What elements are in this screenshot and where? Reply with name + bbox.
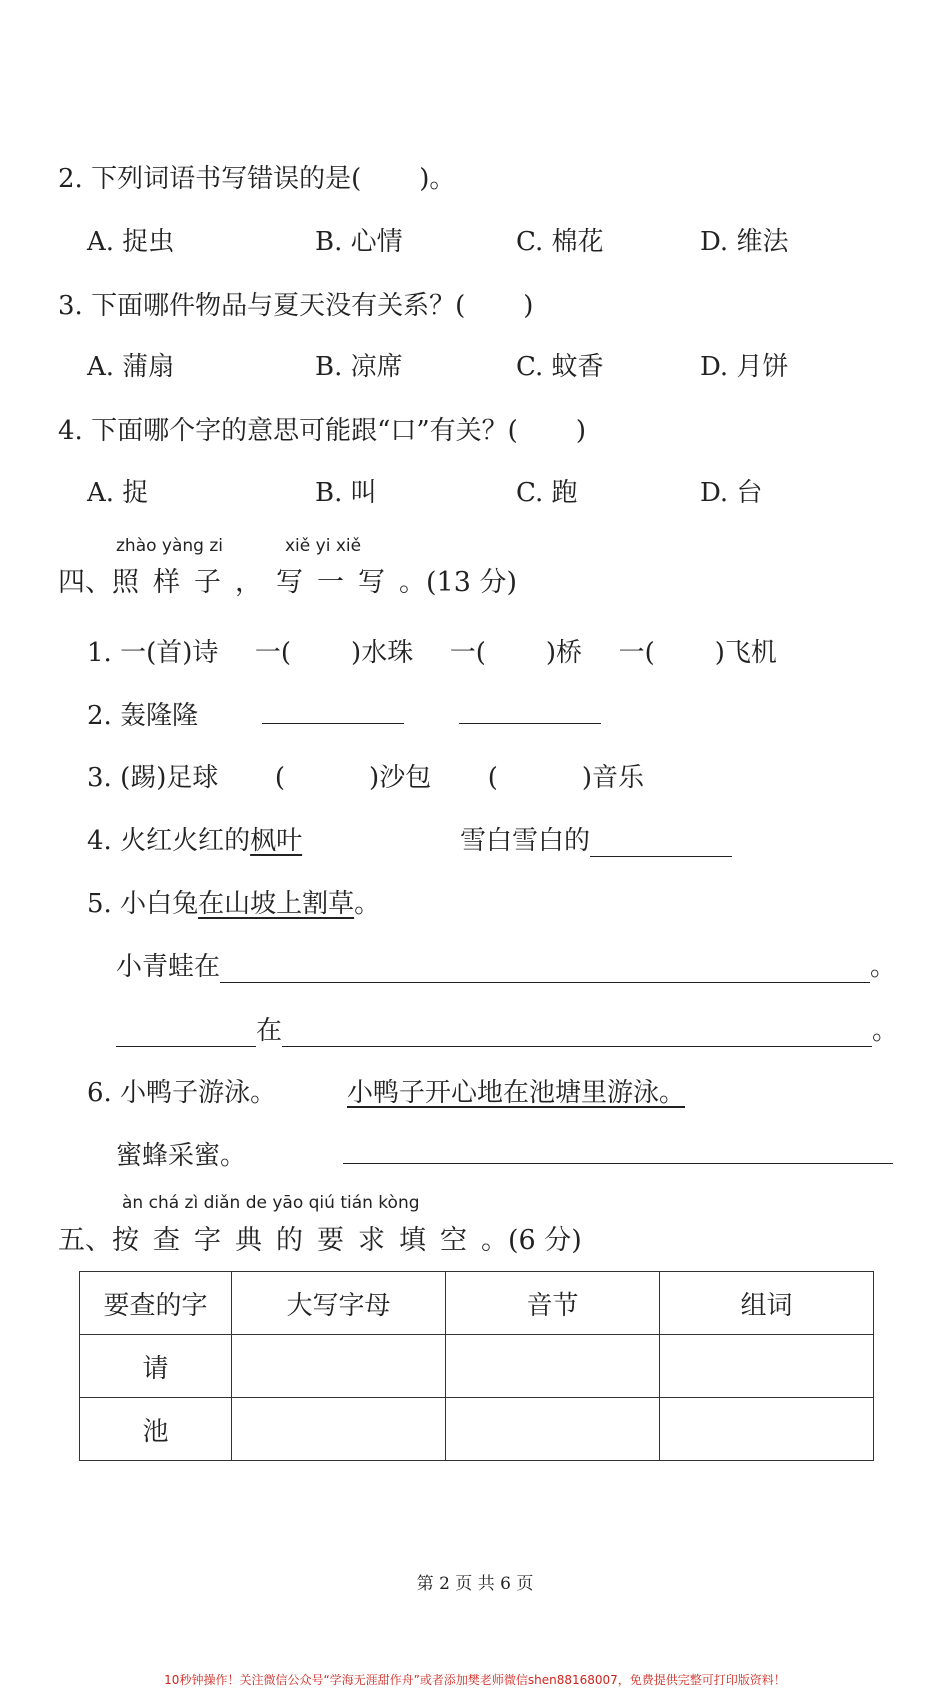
table-cell-blank[interactable]: [232, 1335, 446, 1398]
item-6-example: [347, 1072, 685, 1109]
table-cell-blank[interactable]: [446, 1398, 660, 1461]
item-6-example-text: 小鸭子开心地在池塘里游泳。: [347, 1078, 686, 1108]
option-b[interactable]: B. 叫: [315, 478, 377, 508]
table-cell-blank[interactable]: [232, 1398, 446, 1461]
item-3-verb-close: )音乐: [581, 763, 645, 793]
stem-text: 2. 下列词语书写错误的是(: [58, 164, 362, 194]
section5-pinyin: àn chá zì diǎn de yāo qiú tián kòng: [122, 1193, 420, 1213]
item-2-label: 2. 轰隆隆: [87, 701, 199, 731]
option-d[interactable]: D. 台: [700, 478, 763, 508]
table-cell-blank[interactable]: [660, 1335, 874, 1398]
table-row: [80, 1398, 874, 1461]
option-c[interactable]: C. 跑: [516, 478, 578, 508]
option-a[interactable]: A. 蒲扇: [87, 352, 175, 382]
stem-close: ): [523, 291, 534, 321]
table-cell-blank[interactable]: [446, 1335, 660, 1398]
item-5-line-2: [116, 1010, 898, 1047]
item-4-right: [460, 820, 732, 857]
item-1-measure-open: 一(: [618, 638, 655, 668]
section-number: 五、: [58, 1225, 112, 1256]
answer-line[interactable]: [343, 1162, 893, 1164]
option-c[interactable]: C. 棉花: [516, 227, 604, 257]
item-2: [87, 695, 198, 732]
table-header-row: [80, 1272, 874, 1335]
item-6-prompt: 蜜蜂采蜜。: [116, 1141, 247, 1171]
item-1-measure-close: )桥: [545, 638, 583, 668]
item-6-label: 6. 小鸭子游泳。: [87, 1078, 277, 1108]
item-3: [87, 757, 644, 794]
item-3-label: 3. (踢)足球: [87, 763, 219, 793]
item-4-prefix: 4. 火红火红的: [87, 826, 251, 856]
item-6: [87, 1072, 276, 1109]
section4-title: [58, 560, 517, 599]
item-3-verb-open: (: [274, 763, 286, 793]
line-2-text: 在: [256, 1016, 283, 1046]
stem-text: 4. 下面哪个字的意思可能跟“口”有关？(: [58, 416, 518, 446]
question-stem: [58, 158, 455, 195]
table-header-cell: 要查的字: [80, 1272, 232, 1335]
item-4: [87, 820, 302, 857]
line-1-period: 。: [870, 952, 897, 982]
item-5-line-1: [116, 946, 896, 983]
title-part-a: 照样子，: [112, 567, 276, 598]
option-d[interactable]: D. 月饼: [700, 352, 789, 382]
promo-notice: 10秒钟操作！关注微信公众号“学海无涯甜作舟”或者添加樊老师微信shen88168007，免费提供完整可打印版资料！: [164, 1673, 786, 1687]
option-c[interactable]: C. 蚊香: [516, 352, 604, 382]
section-number: 四、: [58, 567, 112, 598]
item-1: [87, 632, 777, 669]
table-cell-blank[interactable]: [660, 1398, 874, 1461]
item-5-suffix: 。: [354, 889, 381, 919]
item-4-underlined: 枫叶: [250, 826, 303, 856]
table-header-cell: 音节: [446, 1272, 660, 1335]
item-3-verb-open: (: [487, 763, 498, 793]
option-b[interactable]: B. 心情: [315, 227, 403, 257]
answer-line[interactable]: [459, 722, 601, 724]
section4-pinyin-a: zhào yàng zi: [116, 536, 224, 556]
section-score: 。(6 分): [481, 1225, 582, 1256]
table-cell-char: 请: [80, 1335, 232, 1398]
answer-line[interactable]: [282, 1018, 872, 1047]
section-score: 。(13 分): [399, 567, 518, 598]
line-2-period: 。: [872, 1016, 899, 1046]
option-a[interactable]: A. 捉虫: [87, 227, 175, 257]
line-1-text: 小青蛙在: [116, 952, 221, 982]
stem-text: 3. 下面哪件物品与夏天没有关系？(: [58, 291, 466, 321]
answer-line[interactable]: [590, 828, 732, 857]
question-stem: [58, 410, 586, 447]
section5-title: [58, 1218, 582, 1257]
item-5: [87, 883, 380, 920]
answer-line[interactable]: [262, 722, 404, 724]
question-stem: [58, 285, 533, 322]
item-5-underlined: 在山坡上割草: [198, 889, 355, 919]
dictionary-table: [79, 1271, 874, 1461]
table-cell-char: 池: [80, 1398, 232, 1461]
option-b[interactable]: B. 凉席: [315, 352, 403, 382]
title-part-b: 写一写: [276, 567, 399, 598]
stem-close: ): [575, 416, 586, 446]
option-a[interactable]: A. 捉: [87, 478, 149, 508]
item-1-measure-open: 一(: [254, 638, 292, 668]
answer-line[interactable]: [220, 954, 870, 983]
item-1-measure-close: )水珠: [351, 638, 414, 668]
section4-pinyin-b: xiě yi xiě: [285, 536, 362, 556]
answer-line[interactable]: [116, 1018, 256, 1047]
page-number: 第 2 页 共 6 页: [416, 1574, 534, 1594]
item-3-verb-close: )沙包: [369, 763, 432, 793]
item-5-prefix: 5. 小白兔: [87, 889, 199, 919]
title-text: 按查字典的要求填空: [112, 1225, 481, 1256]
option-d[interactable]: D. 维法: [700, 227, 789, 257]
table-header-cell: 大写字母: [232, 1272, 446, 1335]
item-1-measure-close: )飞机: [714, 638, 777, 668]
item-1-measure-open: 一(: [449, 638, 486, 668]
table-header-cell: 组词: [660, 1272, 874, 1335]
item-4-right-text: 雪白雪白的: [460, 826, 591, 856]
stem-close: )。: [419, 164, 456, 194]
item-1-label: 1. 一(首)诗: [87, 638, 219, 668]
table-row: [80, 1335, 874, 1398]
